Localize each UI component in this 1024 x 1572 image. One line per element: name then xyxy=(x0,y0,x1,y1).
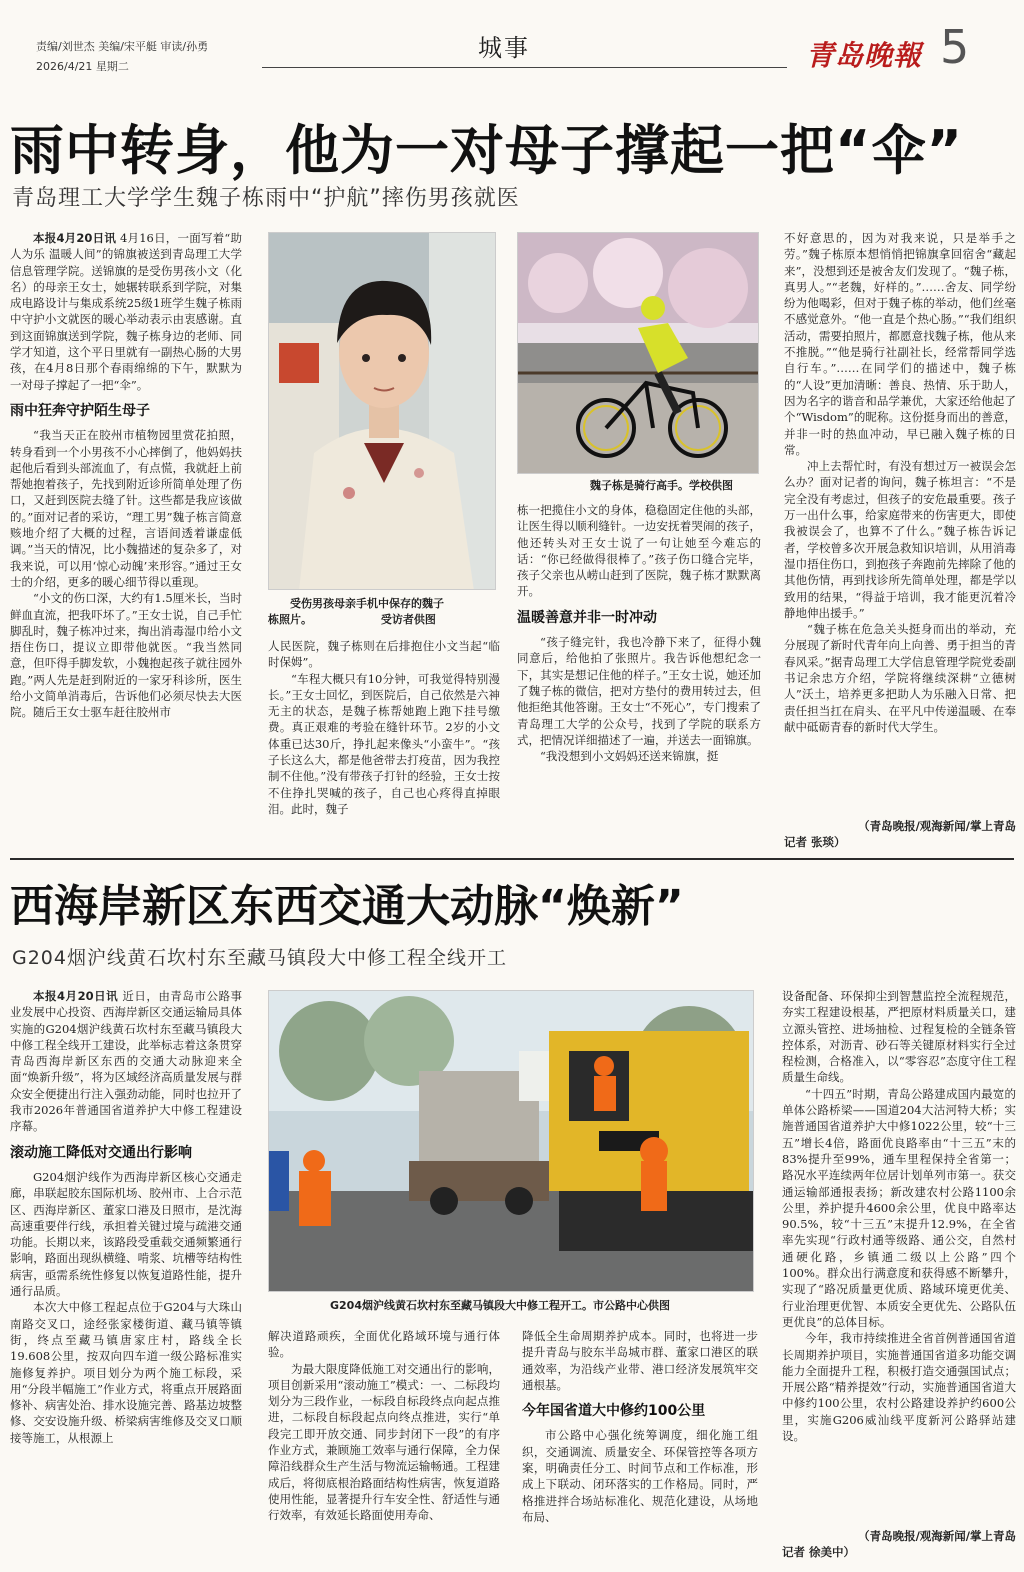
story2-headline: 西海岸新区东西交通大动脉“焕新” xyxy=(10,881,684,932)
issue-date: 2026/4/21 星期二 xyxy=(36,60,129,73)
story1-column-4 xyxy=(784,230,1016,818)
story1-headline: 雨中转身，他为一对母子撑起一把“伞” xyxy=(10,119,963,182)
story2-subtitle-1: 滚动施工降低对交通出行影响 xyxy=(10,1144,192,1161)
story2-signature-line-1: （青岛晚报/观海新闻/掌上青岛 xyxy=(858,1529,1016,1543)
story1-paragraph: 人民医院，魏子栋则在后排抱住小文当起“临时保姆”。 xyxy=(268,639,500,670)
story2-paragraph: 为最大限度降低施工对交通出行的影响，项目创新采用“滚动施工”模式：一、二标段均划分为三段作业，一标段自标段终点向起点推进，二标段自标段起点向终点推进，实行“单段完工即开放交通、同步封闭下一段”的有序作业方式，兼顾施工效率与通行保障，全力保障沿线群众生产生活与物流运输畅通。工程建成后，将彻底根治路面结构性病害，恢复道路使用性能，显著提升行车安全性、舒适性与通行效率，有效延长路面使用寿命、 xyxy=(268,1361,500,1523)
story1-subtitle-1: 雨中狂奔守护陌生母子 xyxy=(10,402,150,419)
story2-dateline: 本报4月20日讯 xyxy=(33,989,119,1003)
story1-signature-line-2: 记者 张琰） xyxy=(784,835,846,850)
story1-byline xyxy=(784,818,1016,854)
story2-paragraph: “十四五”时期，青岛公路建成国内最宽的单体公路桥梁——国道204大沽河特大桥；实施普通国省道养护大中修1022公里，较“十三五”增长4倍，路面优良路率由“十三五”末的83%提升至99%，通车里程保持全省第一；路况水平连续两年位居计划单列市第一。获交通运输部通报表扬；新改建农村公路1100余公里，养护提升4600余公里，优良中路率达90.5%，较“十三五”末提升12.9%，在全省率先实现“行政村通等级路、通公交，自然村通硬化路，乡镇通二级以上公路”四个100%。群众出行满意度和获得感不断攀升，实现了“路况质量更优质、路域环境更优美、行业治理更优智、本质安全更优先、公路队伍更优良”的总体目标。 xyxy=(782,1086,1016,1329)
story2-subheadline: G204烟沪线黄石坎村东至藏马镇段大中修工程全线开工 xyxy=(12,947,507,969)
story2-signature-line-2: 记者 徐美中） xyxy=(782,1545,856,1560)
newspaper-logo: 青岛晚報 xyxy=(806,39,923,72)
construction-photo xyxy=(268,990,754,1292)
story-divider xyxy=(10,858,1014,860)
story1-paragraph: “我当天正在胶州市植物园里赏花拍照，转身看到一个小男孩不小心摔倒了，他妈妈扶起他后看到头部流血了，有点慌，我就赶上前帮她抱着孩子，先找到附近诊所简单处理了伤口，又赶到医院去缝了针。这些都是我应该做的。”面对记者的采访，“理工男”魏子栋言简意赅地介绍了大概的过程，言语间透着谦虚低调。”当天的情况，比小魏描述的复杂多了，对我来说，可以用‘惊心动魄’来形容。”通过王女士的介绍，更多的暖心细节得以重现。 xyxy=(10,428,242,589)
story2-paragraph: 今年，我市持续推进全省首例普通国省道长周期养护项目，实施普通国省道多功能交调能力全面提升工程，积极打造交通强国试点；开展公路“精养提效”行动，实施普通国省道大中修约100公里，农村公路建设养护约600公里，实施G206威汕线平度新河公路驿站建设。 xyxy=(782,1331,1016,1444)
cyclist-photo xyxy=(517,232,759,474)
story1-paragraph: “小文的伤口深，大约有1.5厘米长，当时鲜血直流，把我吓坏了。”王女士说，自己手忙脚乱时，魏子栋冲过来，掏出消毒湿巾给小文捂住伤口，提议立即带他就医。“我当然同意，但吓得手脚发软，小魏抱起孩子就往园外跑。”两人先是赶到附近的一家牙科诊所，医生给小文简单消毒后，告诉他们必须尽快去大医院。随后王女士驱车赶往胶州市 xyxy=(10,591,242,720)
story1-subtitle-2: 温暖善意并非一时冲动 xyxy=(517,609,657,626)
story1-paragraph: 栋一把揽住小文的身体，稳稳固定住他的头部，让医生得以顺利缝针。一边安抚着哭闹的孩子，他还转头对王女士说了一句让她至今难忘的话：“你已经做得很棒了。”孩子伤口缝合完毕，孩子父亲也从崂山赶到了医院，魏子栋才默默离开。 xyxy=(517,503,761,599)
story1-paragraph: “孩子缝完针，我也冷静下来了，征得小魏同意后，给他拍了张照片。我告诉他想纪念一下，其实是想记住他的样子。”王女士说，她还加了魏子栋的微信，把对方垫付的费用转过去，但他拒绝其他答谢。王女士“不死心”，专门搜索了青岛理工大学的公众号，找到了学院的联系方式，把情况详细描述了一遍，并送去一面锦旗。 xyxy=(517,635,761,747)
story1-signature-line-1: （青岛晚报/观海新闻/掌上青岛 xyxy=(858,819,1016,833)
story1-paragraph: “魏子栋在危急关头挺身而出的举动，充分展现了新时代青年向上向善、勇于担当的青春风采。”据青岛理工大学信息管理学院党委副书记余忠方介绍，学院将继续深耕“立德树人”沃土，培养更多把助人为乐融入日常、把责任担当扛在肩头、在平凡中传递温暖、在奉献中砥砺青春的新时代大学生。 xyxy=(784,622,1016,734)
editor-credits: 责编/刘世杰 美编/宋平艇 审读/孙勇 xyxy=(36,40,209,53)
story1-paragraph: 冲上去帮忙时，有没有想过万一被误会怎么办？面对记者的询问，魏子栋坦言：“不是完全没有考虑过，但孩子的安危最重要。孩子万一出什么事，给家庭带来的伤害更大，即使我被误会了，也算不了什么。”魏子栋告诉记者，学校曾多次开展急救知识培训，从用消毒湿巾捂住伤口，到抱孩子奔跑前先摔除了他的其他伤情，再到找诊所先简单处理，都是学以致用的结果，“得益于培训，我才能更沉着冷静地伸出援手。” xyxy=(784,459,1016,620)
page-number: 5 xyxy=(940,20,970,74)
story2-column-1 xyxy=(10,988,242,1564)
story2-lead: 近日，由青岛市公路事业发展中心投资、西海岸新区交通运输局具体实施的G204烟沪线黄石坎村东至藏马镇段大中修工程全线开工建设，此举标志着这条贯穿青岛西海岸新区东西的交通大动脉迎来全面“焕新升级”，将为区域经济高质量发展与群众安全便捷出行注入强劲动能，同时也拉开了我市2026年普通国省道养护大中修工程建设序幕。 xyxy=(10,989,242,1134)
story2-paragraph: 解决道路顽疾，全面优化路域环境与通行体验。 xyxy=(268,1329,500,1360)
story1-dateline: 本报4月20日讯 xyxy=(33,231,117,245)
section-title: 城事 xyxy=(478,34,530,62)
story2-byline xyxy=(782,1528,1016,1564)
story2-column-3 xyxy=(522,1328,758,1564)
story2-paragraph: 市公路中心强化统筹调度，细化施工组织，交通调流、质量安全、环保管控等各项方案，明确责任分工、时间节点和工作标准，形成上下联动、闭环落实的工作格局。同时，严格推进拌合场站标准化、规范化建设，从场地布局、 xyxy=(522,1428,758,1524)
story1-column-1 xyxy=(10,230,242,852)
cyclist-caption: 魏子栋是骑行高手。学校供图 xyxy=(590,479,733,492)
story2-paragraph: 本次大中修工程起点位于G204与大珠山南路交叉口，途经张家楼街道、藏马镇等镇街，终点至藏马镇唐家庄村，路线全长19.608公里，按双向四车道一级公路标准实施修复养护。项目划分为两个施工标段，采用“分段半幅施工”作业方式，将重点开展路面修补、病害处治、排水设施完善、路基边坡整修、交安设施升级、桥梁病害维修及交叉口顺接等施工，从根源上 xyxy=(10,1300,242,1445)
story2-column-4 xyxy=(782,988,1016,1526)
construction-caption: G204烟沪线黄石坎村东至藏马镇段大中修工程开工。市公路中心供图 xyxy=(330,1299,670,1312)
story1-column-2 xyxy=(268,638,500,852)
story1-lead: 4月16日，一面写着“助人为乐 温暖人间”的锦旗被送到青岛理工大学信息管理学院。送锦旗的是受伤男孩小文（化名）的母亲王女士，她辗转联系到学院，对集成电路设计与集成系统25级1班学生魏子栋雨中守护小文就医的暖心举动表示由衷感谢。直到这面锦旗送到学院，魏子栋身边的老师、同学才知道，这个平日里就有一副热心肠的大男孩，在4月8日那个春雨绵绵的下午，默默为一对母子撑起了一把“伞”。 xyxy=(10,231,242,392)
portrait-caption-line-2: 栋照片。 受访者供图 xyxy=(268,613,436,626)
story2-paragraph: G204烟沪线作为西海岸新区核心交通走廊，串联起胶东国际机场、胶州市、上合示范区、西海岸新区、董家口港及日照市，是沈海高速重要伴行线，承担着关键过境与疏港交通功能。长期以来，该路段受重载交通频繁通行影响，路面出现纵横缝、啃浆、坑槽等结构性病害，亟需系统性修复以恢复道路性能，提升通行品质。 xyxy=(10,1169,242,1299)
story1-paragraph: 不好意思的，因为对我来说，只是举手之劳。”魏子栋原本想悄悄把锦旗拿回宿舍“藏起来”，没想到还是被舍友们发现了。“魏子栋，真男人。”“老魏，好样的。”……舍友、同学纷纷为他喝彩，但对于魏子栋的举动，他们丝毫不感觉意外。“他一直是个热心肠。”“我们组织活动，需要拍照片，都愿意找魏子栋，他从来不推脱。”“他是骑行社副社长，经常帮同学选自行车。”……在同学们的描述中，魏子栋的“人设”更加清晰：善良、热情、乐于助人，因为名字的谐音和品学兼优，大家还给他起了个“Wisdom”的昵称。这份挺身而出的善意，并非一时的热血冲动，早已融入魏子栋的日常。 xyxy=(784,231,1016,457)
story1-column-3 xyxy=(517,502,761,852)
story2-subtitle-2: 今年国省道大中修约100公里 xyxy=(522,1403,706,1420)
story2-paragraph: 降低全生命周期养护成本。同时，也将进一步提升青岛与胶东半岛城市群、董家口港区的联通效率，为沿线产业带、港口经济发展筑牢交通根基。 xyxy=(522,1329,758,1392)
portrait-photo xyxy=(268,232,496,590)
story1-paragraph: “我没想到小文妈妈还送来锦旗，挺 xyxy=(540,749,719,764)
story1-paragraph: “车程大概只有10分钟，可我觉得特别漫长。”王女士回忆，到医院后，自己依然是六神无主的状态，是魏子栋帮她跑上跑下挂号缴费。真正艰难的考验在缝针环节。2岁的小文体重已达30斤，挣扎起来像头“小蛮牛”。“孩子长这么大，都是他爸带去打疫苗，因为我控制不住他。”没有带孩子打针的经验，王女士按不住挣扎哭喊的孩子，自己也心疼得直掉眼泪。此时，魏子 xyxy=(268,671,500,816)
story2-column-2 xyxy=(268,1328,500,1564)
story2-paragraph: 设备配备、环保抑尘到智慧监控全流程规范，夯实工程建设根基，严把原材料质量关口，建立源头管控、进场抽检、过程复检的全链条管控体系，对沥青、砂石等关键原材料实行全过程检测，合格准入，以“零容忍”态度守住工程质量生命线。 xyxy=(782,989,1016,1085)
header-rule xyxy=(262,67,787,68)
story1-subheadline: 青岛理工大学学生魏子栋雨中“护航”摔伤男孩就医 xyxy=(12,186,520,211)
portrait-caption-line-1: 受伤男孩母亲手机中保存的魏子 xyxy=(290,597,444,610)
